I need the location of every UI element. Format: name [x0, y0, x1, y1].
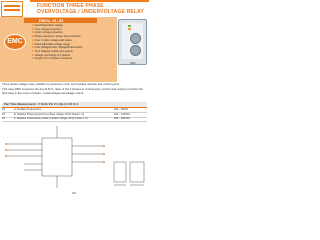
feature-item: ■Over / Under voltage LED status	[32, 38, 72, 42]
table-row	[2, 117, 147, 121]
terminal	[5, 149, 7, 151]
row-value: 220 ~ 415VAC	[114, 112, 131, 116]
feature-list	[32, 24, 94, 61]
row-value: 250 ~ 690VAC	[114, 117, 131, 120]
company-logo	[1, 1, 23, 17]
feature-item: ■Fixed adjustable voltage range	[32, 42, 70, 46]
terminal	[5, 155, 7, 157]
page-header	[0, 0, 149, 17]
dimension-drawing	[112, 160, 146, 190]
page-title	[37, 3, 147, 15]
logo-bar	[4, 9, 20, 11]
feature-item: ■Over Voltage/Under Voltage/Phase failure	[32, 46, 83, 50]
adjust-knob	[130, 33, 141, 44]
terminal	[103, 153, 105, 155]
page-number: 264	[71, 192, 77, 195]
table-row	[2, 108, 147, 112]
terminal	[5, 143, 7, 145]
terminal	[103, 145, 105, 147]
feature-item: ■Phase sequence / phase loss protection	[32, 35, 81, 39]
relay-face	[122, 23, 143, 59]
row-description: B. Relative Phase (prevents to phase voltage off Qc phase L.V)	[14, 112, 85, 116]
row-description: C. Relative transmission phase to phase voltage off Qc phase L.V)	[14, 117, 88, 120]
row-code: P3	[2, 112, 6, 116]
table-row	[2, 113, 147, 117]
status-led	[128, 25, 131, 27]
row-code: P2	[2, 108, 6, 111]
header-stripe	[30, 0, 149, 2]
feature-item: ■Time delayed enable and outputs	[32, 49, 73, 53]
row-code: P4	[2, 117, 6, 120]
brand-logo-text: EMC	[7, 38, 23, 45]
outline-front	[114, 162, 126, 182]
row-description: A. Auxiliary Frequencies	[14, 108, 41, 111]
product-code: DMVs. 61, 81	[39, 18, 64, 23]
terminal	[103, 161, 105, 163]
spec-table-header-text: Part Time Measurement : V 10-21 V% C=1 (9+) C=21 S=1	[4, 102, 79, 106]
description-paragraph: This relay DMV measures the true R.M.S. value of the 3 phases to continuously monitor and output to function the fault relay in the event of phase / undervoltage/overvoltage output.	[2, 87, 144, 95]
title-line-2: OVERVOLTAGE / UNDERVOLTAGE RELAY	[37, 9, 145, 15]
outline-side	[130, 162, 144, 182]
feature-item: ■Over voltage protection	[32, 27, 62, 31]
feature-item: ■Under voltage protection	[32, 31, 63, 35]
row-value: 400 ~ 600Hz	[114, 108, 129, 111]
feature-item: ■Voltage monitoring of 3 phases	[32, 53, 71, 57]
relay-block	[42, 138, 72, 176]
description	[2, 83, 147, 97]
title-line-1: FUNCTION THREE PHASE	[37, 3, 104, 9]
feature-item: ■Supply from 3 phases monitored	[32, 57, 72, 61]
adjust-knob	[130, 45, 141, 56]
feature-item: ■Fixed/Adjustable voltage	[32, 24, 63, 27]
wiring-diagram	[4, 124, 108, 191]
logo-bar	[4, 5, 20, 7]
status-led	[128, 28, 131, 30]
description-paragraph: Three phase voltage relay, suitable for protection of AC and 3 phase network and control panel.	[2, 82, 120, 86]
brand-logo	[4, 34, 26, 50]
relay-product-image	[118, 19, 147, 65]
relay-caption: EMC	[130, 62, 136, 65]
